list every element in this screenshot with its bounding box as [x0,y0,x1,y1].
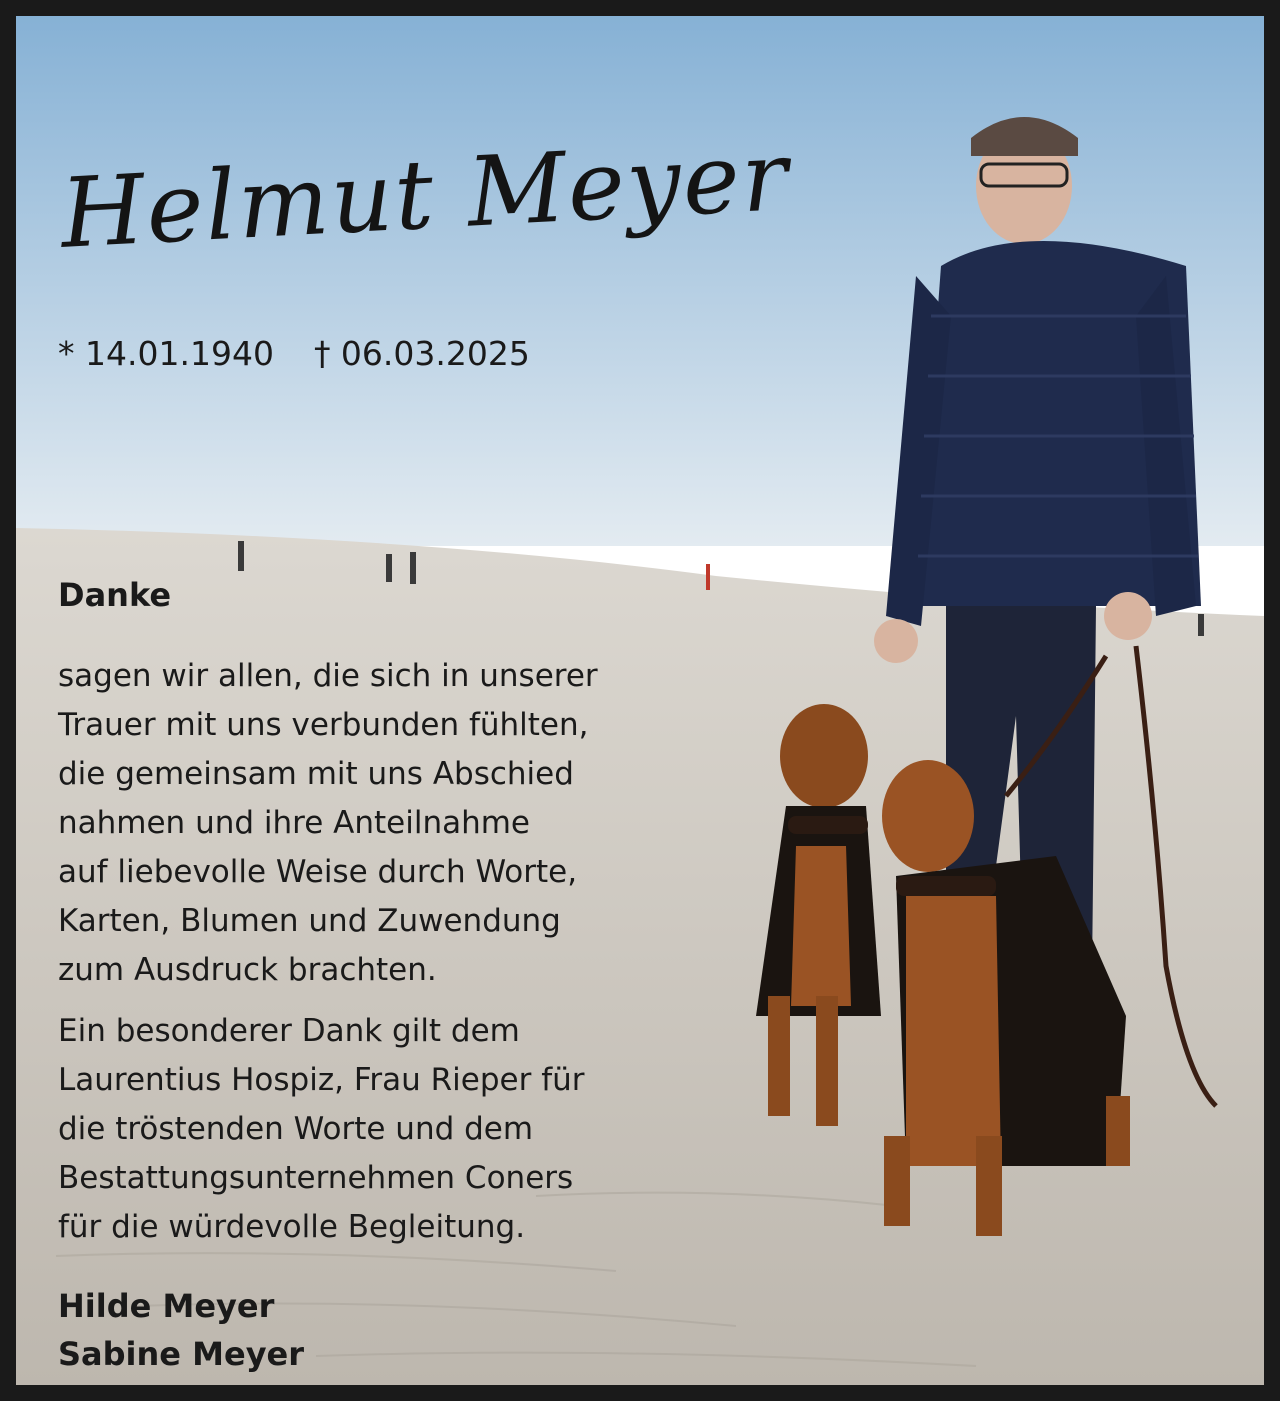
text-line: Trauer mit uns verbunden fühlten, [58,707,589,743]
text-line: nahmen und ihre Anteilnahme [58,805,531,841]
thank-you-text [58,576,778,1378]
death-date: † 06.03.2025 [313,334,530,373]
text-line: zum Ausdruck brachten. [58,952,437,988]
birth-date: * 14.01.1940 [58,334,274,373]
text-line: für die würdevolle Begleitung. [58,1209,526,1245]
text-line: Laurentius Hospiz, Frau Rieper für [58,1062,585,1098]
paragraph-1 [58,652,778,995]
name-signature: Helmut Meyer [58,119,793,270]
text-line: Karten, Blumen und Zuwendung [58,903,561,939]
text-line: Ein besonderer Dank gilt dem [58,1013,520,1049]
text-line: die gemeinsam mit uns Abschied [58,756,574,792]
text-line: sagen wir allen, die sich in unserer [58,658,598,694]
text-line: die tröstenden Worte und dem [58,1111,534,1147]
text-line: auf liebevolle Weise durch Worte, [58,854,578,890]
paragraph-2 [58,1007,778,1252]
life-dates [58,334,530,373]
text-line: Bestattungsunternehmen Coners [58,1160,574,1196]
signer-name: Hilde Meyer [58,1287,275,1325]
signer-name: Sabine Meyer [58,1335,305,1373]
signers [58,1282,778,1378]
heading: Danke [58,576,172,614]
